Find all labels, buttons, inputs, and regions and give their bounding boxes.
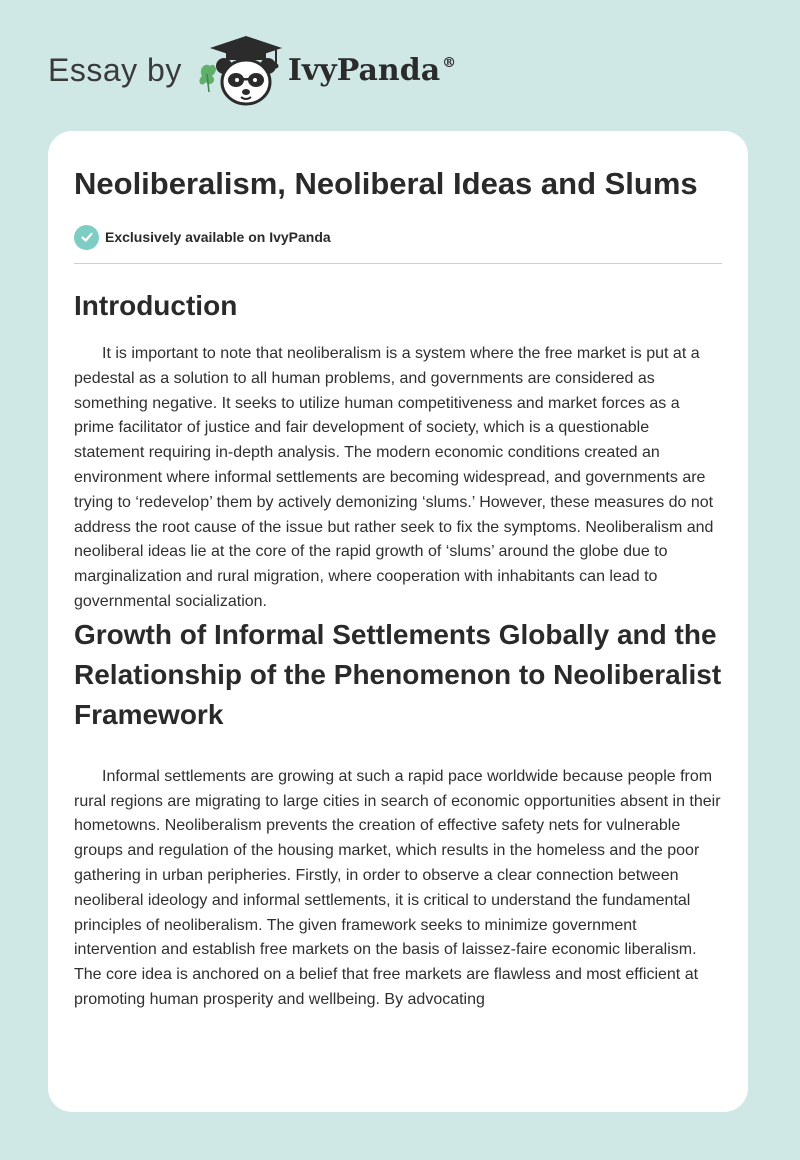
essay-by-label: Essay by — [48, 51, 182, 88]
page-title: Neoliberalism, Neoliberal Ideas and Slums — [74, 166, 698, 201]
exclusive-badge — [74, 223, 722, 251]
section-heading-introduction: Introduction — [74, 290, 238, 321]
site-header — [48, 30, 456, 110]
section-paragraph-growth: Informal settlements are growing at such a rapid pace worldwide because people from rural regions are migrating to large cities in search of economic opportunities absent in their hometowns. Neoliberalism prevents the creation of effective safety nets for vulnerable groups and regulation of the housing market, which results in the homeless and the poor gathering in urban peripheries. Firstly, in order to observe a clear connection between neoliberal ideology and informal settlements, it is critical to understand the fundamental principles of neoliberalism. The given framework seeks to minimize government intervention and establish free markets on the basis of laissez-faire economic liberalism. The core idea is anchored on a belief that free markets are flawless and most efficient at promoting human prosperity and wellbeing. By advocating — [74, 767, 721, 1008]
check-icon — [74, 225, 99, 250]
essay-card — [48, 131, 748, 1112]
brand-name-text: IvyPanda — [287, 52, 441, 88]
exclusive-label: Exclusively available on IvyPanda — [105, 229, 331, 245]
ivypanda-logo-icon[interactable] — [196, 30, 286, 110]
section-heading-growth: Growth of Informal Settlements Globally and the Relationship of the Phenomenon to Neoliberalist Framework — [74, 618, 722, 730]
section-paragraph-introduction: It is important to note that neoliberalism is a system where the free market is put at a pedestal as a solution to all human problems, and governments are considered as something negative. It seeks to utilize human competitiveness and market forces as a prime facilitator of justice and fair development of society, which is a questionable statement requiring in-depth analysis. The modern economic conditions created an environment where informal settlements are becoming widespread, and governments are trying to ‘redevelop’ them by actively demonizing ‘slums.’ However, these measures do not address the root cause of the issue but rather seek to fix the symptoms. Neoliberalism and neoliberal ideas lie at the core of the rapid growth of ‘slums’ around the globe due to marginalization and rural migration, where cooperation with inhabitants can lead to governmental socialization. — [74, 345, 714, 610]
registered-mark: ® — [442, 54, 457, 71]
divider — [74, 263, 722, 264]
panda-mascot-icon — [196, 30, 286, 110]
brand-name[interactable] — [288, 53, 456, 88]
